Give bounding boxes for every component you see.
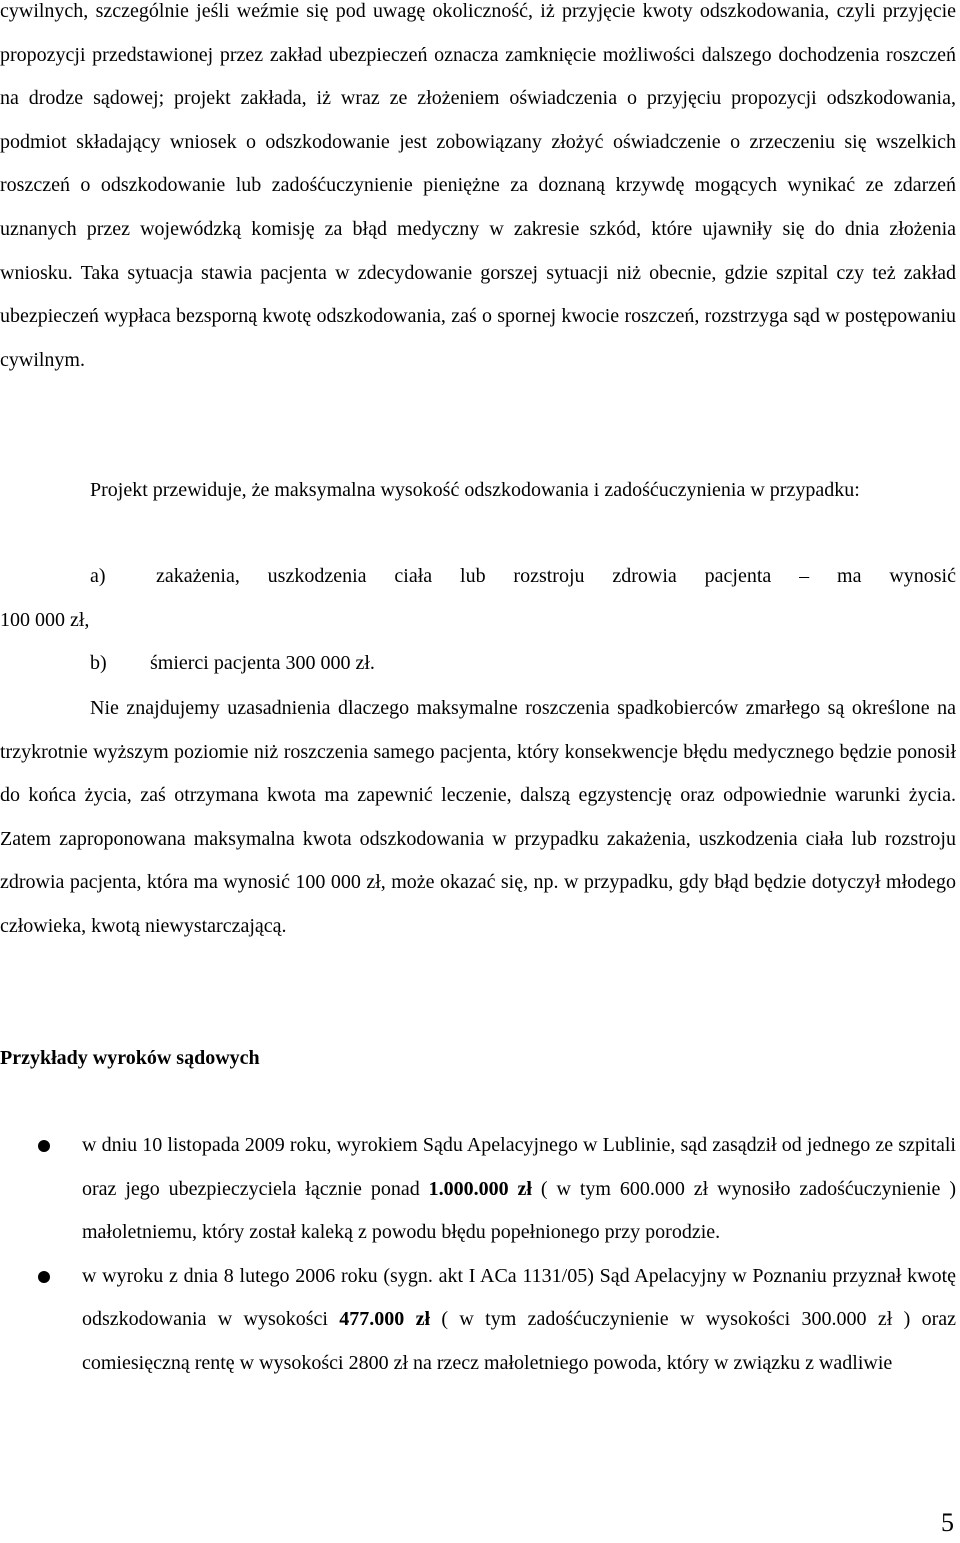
page-number: 5 [941,1508,954,1537]
list-marker-a: a) [90,565,106,587]
ruling-text-before: w dniu 10 listopada 2009 roku, wyrokiem Sądu Apelacyjnego w Lublinie, sąd zasądził od jednego ze szpitali oraz jego ubezpieczyciela łącznie ponad [82,1134,956,1200]
list-marker-b: b) [90,652,107,674]
ruling-text-after: ( w tym 600.000 zł wynosiło zadośćuczynienie ) małoletniemu, który został kaleką z powodu błędu popełnionego przy porodzie. [82,1177,957,1244]
ruling-text-after: ( w tym zadośćuczynienie w wysokości 300.000 zł ) oraz comiesięczną rentę w wysokości 2800 zł na rzecz małoletniego powoda, który w związku z wadliwie [82,1308,956,1374]
paragraph-max-compensation: Projekt przewiduje, że maksymalna wysokość odszkodowania i zadośćuczynienia w przypadku: [90,479,860,501]
list-item-b [90,642,375,686]
list-text-a-continued: 100 000 zł, [0,608,90,631]
section-heading: Przykłady wyroków sądowych [0,1047,260,1069]
list-item-a [0,555,956,642]
list-text-b: śmierci pacjenta 300 000 zł. [150,652,375,674]
list-text-a: zakażenia, uszkodzenia ciała lub rozstroju zdrowia pacjenta – ma wynosić [156,565,956,587]
paragraph-no-justification: Nie znajdujemy uzasadnienia dlaczego maksymalne roszczenia spadkobierców zmarłego są określone na trzykrotnie wyższym poziomie niż roszczenia samego pacjenta, który konsekwencje błędu medycznego będzie ponosił do końca życia, zaś otrzymana kwota ma zapewnić leczenie, dalszą egzystencję oraz odpowiednie warunki życia. Zatem zaproponowana maksymalna kwota odszkodowania w przypadku zakażenia, uszkodzenia ciała lub rozstroju zdrowia pacjenta, która ma wynosić 100 000 zł, może okazać się, np. w przypadku, gdy błąd będzie dotyczył młodego człowieka, kwotą niewystarczającą. [0,697,956,937]
bullet-icon [38,1271,50,1283]
ruling-amount: 1.000.000 zł [428,1177,532,1200]
list-item [0,1255,956,1386]
paragraph-civil-claims: cywilnych, szczególnie jeśli weźmie się pod uwagę okoliczność, iż przyjęcie kwoty odszkodowania, czyli przyjęcie propozycji przedstawionej przez zakład ubezpieczeń oznacza zamknięcie możliwości dalszego dochodzenia roszczeń na drodze sądowej; projekt zakłada, iż wraz ze złożeniem oświadczenia o przyjęciu propozycji odszkodowania, podmiot składający wniosek o odszkodowanie jest zobowiązany złożyć oświadczenie o zrzeczeniu się wszelkich roszczeń o odszkodowanie lub zadośćuczynienie pieniężne za doznaną krzywdę mogących wynikać ze zdarzeń uznanych przez wojewódzką komisję za błąd medyczny w zakresie szkód, które ujawniły się do dnia złożenia wniosku. Taka sytuacja stawia pacjenta w zdecydowanie gorszej sytuacji niż obecnie, gdzie szpital czy też zakład ubezpieczeń wypłaca bezsporną kwotę odszkodowania, zaś o spornej kwocie roszczeń, rozstrzyga sąd w postępowaniu cywilnym. [0,0,956,371]
bullet-icon [38,1140,50,1152]
ruling-amount: 477.000 zł [339,1308,431,1331]
ruling-text-before: w wyroku z dnia 8 lutego 2006 roku (sygn. akt I ACa 1131/05) Sąd Apelacyjny w Poznaniu przyznał kwotę odszkodowania w wysokości [82,1264,956,1331]
court-rulings-list [0,1124,956,1386]
list-item [0,1124,956,1255]
